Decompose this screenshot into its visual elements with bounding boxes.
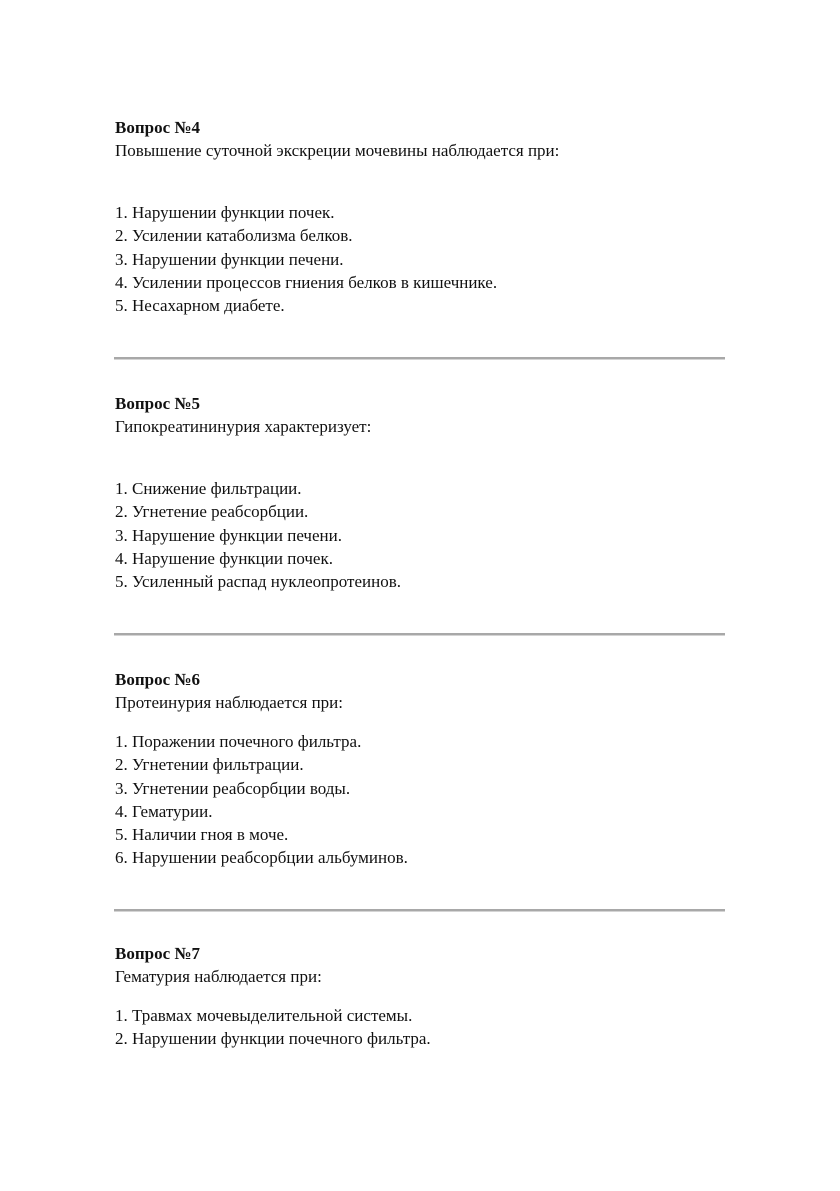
- answer-item: 2. Угнетение реабсорбции.: [115, 502, 309, 522]
- answer-item: 3. Угнетении реабсорбции воды.: [115, 778, 351, 798]
- answer-item: 2. Угнетении фильтрации.: [115, 755, 304, 775]
- answer-item: 4. Усилении процессов гниения белков в кишечнике.: [115, 272, 498, 292]
- answer-list: [115, 201, 735, 317]
- answer-item: 1. Нарушении функции почек.: [115, 203, 335, 222]
- answer-list: [115, 1004, 735, 1051]
- question-text: Гематурия наблюдается при:: [115, 967, 322, 986]
- question-6: [115, 668, 735, 870]
- answer-item: 4. Нарушение функции почек.: [115, 548, 333, 568]
- question-4: [115, 116, 735, 317]
- section-divider: [114, 357, 725, 360]
- question-text: Гипокреатининурия характеризует:: [115, 417, 372, 436]
- question-title: Вопрос №4: [115, 118, 200, 137]
- answer-item: 3. Нарушение функции печени.: [115, 525, 342, 545]
- question-text: Повышение суточной экскреции мочевины наблюдается при:: [115, 141, 560, 160]
- answer-item: 1. Поражении почечного фильтра.: [115, 732, 362, 751]
- answer-item: 1. Травмах мочевыделительной системы.: [115, 1006, 413, 1025]
- section-divider: [114, 909, 725, 912]
- answer-item: 5. Несахарном диабете.: [115, 296, 285, 316]
- question-title: Вопрос №5: [115, 394, 200, 413]
- answer-list: [115, 730, 735, 870]
- section-divider: [114, 633, 725, 636]
- question-5: [115, 392, 735, 593]
- question-text: Протеинурия наблюдается при:: [115, 693, 343, 712]
- answer-item: 2. Нарушении функции почечного фильтра.: [115, 1029, 431, 1049]
- answer-item: 6. Нарушении реабсорбции альбуминов.: [115, 848, 408, 868]
- answer-list: [115, 477, 735, 593]
- answer-item: 5. Усиленный распад нуклеопротеинов.: [115, 572, 401, 592]
- question-7: [115, 942, 735, 1051]
- answer-item: 4. Гематурии.: [115, 801, 213, 821]
- question-title: Вопрос №6: [115, 670, 200, 689]
- answer-item: 2. Усилении катаболизма белков.: [115, 226, 353, 246]
- answer-item: 3. Нарушении функции печени.: [115, 249, 344, 269]
- answer-item: 1. Снижение фильтрации.: [115, 479, 302, 498]
- question-title: Вопрос №7: [115, 944, 200, 963]
- answer-item: 5. Наличии гноя в моче.: [115, 825, 289, 845]
